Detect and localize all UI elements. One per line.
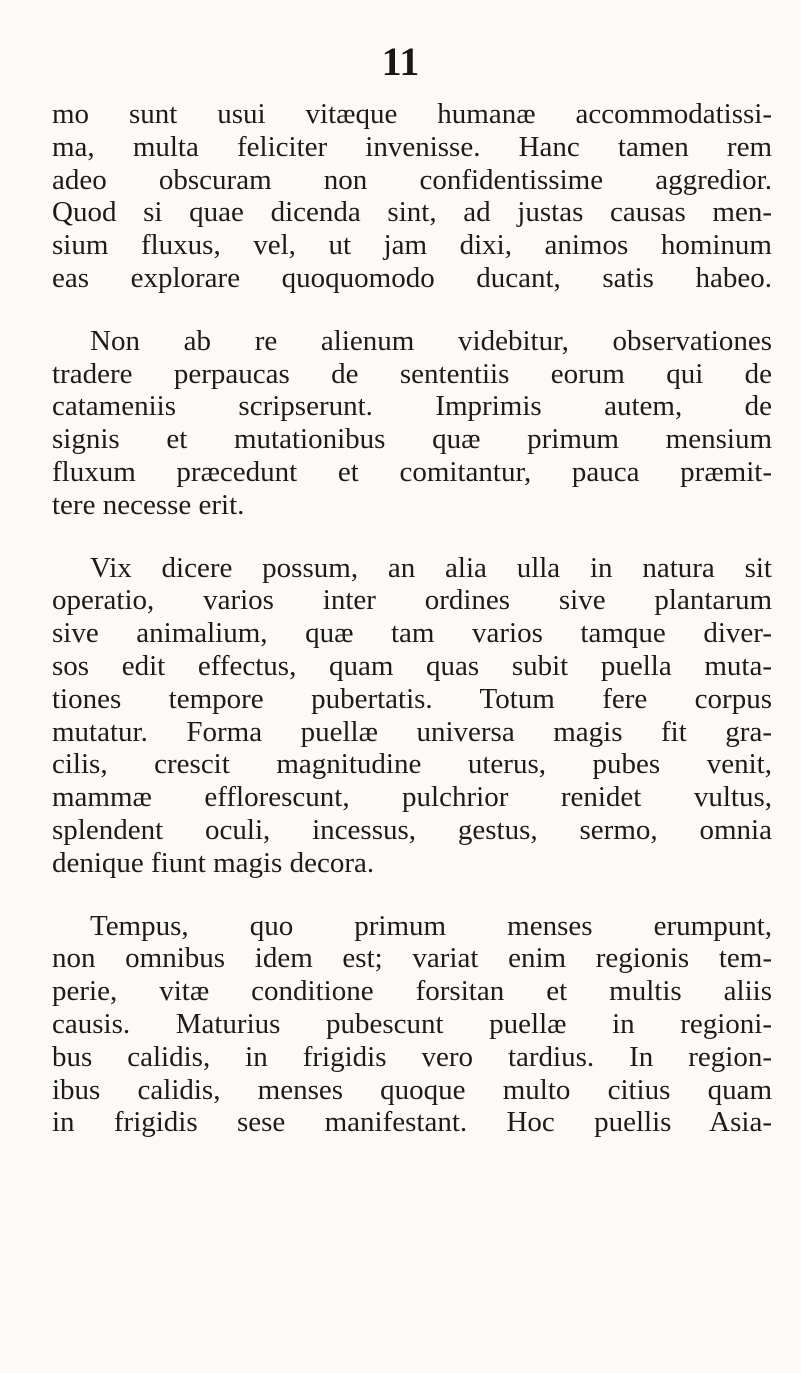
- text-line: in frigidis sese manifestant. Hoc puellis Asia-: [52, 1106, 772, 1139]
- page-number: 11: [381, 39, 420, 84]
- text-line: cilis, crescit magnitudine uterus, pubes venit,: [52, 748, 772, 781]
- text-line: sos edit effectus, quam quas subit puella muta-: [52, 649, 772, 682]
- text-line: Quod si quae dicenda sint, ad justas causas men-: [52, 196, 772, 229]
- text-line: catameniis scripserunt. Imprimis autem, de: [52, 390, 772, 423]
- text-line: tradere perpaucas de sententiis eorum qui de: [52, 357, 772, 390]
- body-text: [52, 98, 772, 1169]
- text-line: Tempus, quo primum menses erumpunt,: [90, 909, 772, 942]
- text-line: eas explorare quoquomodo ducant, satis habeo.: [52, 261, 772, 294]
- text-line: tiones tempore pubertatis. Totum fere corpus: [52, 682, 772, 715]
- text-line: denique fiunt magis decora.: [52, 846, 375, 879]
- paragraph: [52, 910, 772, 1140]
- text-line: mo sunt usui vitæque humanæ accommodatissi-: [52, 98, 772, 130]
- text-line: splendent oculi, incessus, gestus, sermo, omnia: [52, 813, 772, 846]
- text-line: causis. Maturius pubescunt puellæ in regioni-: [52, 1007, 772, 1040]
- text-line: operatio, varios inter ordines sive plantarum: [52, 584, 772, 617]
- text-line: Non ab re alienum videbitur, observationes: [90, 324, 772, 357]
- text-line: sive animalium, quæ tam varios tamque diver-: [52, 617, 772, 650]
- text-line: tere necesse erit.: [52, 488, 245, 521]
- text-line: signis et mutationibus quæ primum mensium: [52, 423, 772, 456]
- text-line: fluxum præcedunt et comitantur, pauca præmit-: [52, 455, 772, 488]
- paragraph: [52, 98, 772, 295]
- text-line: ibus calidis, menses quoque multo citius quam: [52, 1073, 772, 1106]
- text-line: bus calidis, in frigidis vero tardius. In region-: [52, 1040, 772, 1073]
- paragraph: [52, 325, 772, 522]
- text-line: mutatur. Forma puellæ universa magis fit gra-: [52, 715, 772, 748]
- text-line: adeo obscuram non confidentissime aggredior.: [52, 163, 772, 196]
- text-line: ma, multa feliciter invenisse. Hanc tamen rem: [52, 130, 772, 163]
- text-line: mammæ efflorescunt, pulchrior renidet vultus,: [52, 781, 772, 814]
- text-line: sium fluxus, vel, ut jam dixi, animos hominum: [52, 229, 772, 262]
- text-line: Vix dicere possum, an alia ulla in natura sit: [90, 551, 772, 584]
- paragraph: [52, 552, 772, 880]
- text-line: perie, vitæ conditione forsitan et multis aliis: [52, 975, 772, 1008]
- text-line: non omnibus idem est; variat enim regionis tem-: [52, 942, 772, 975]
